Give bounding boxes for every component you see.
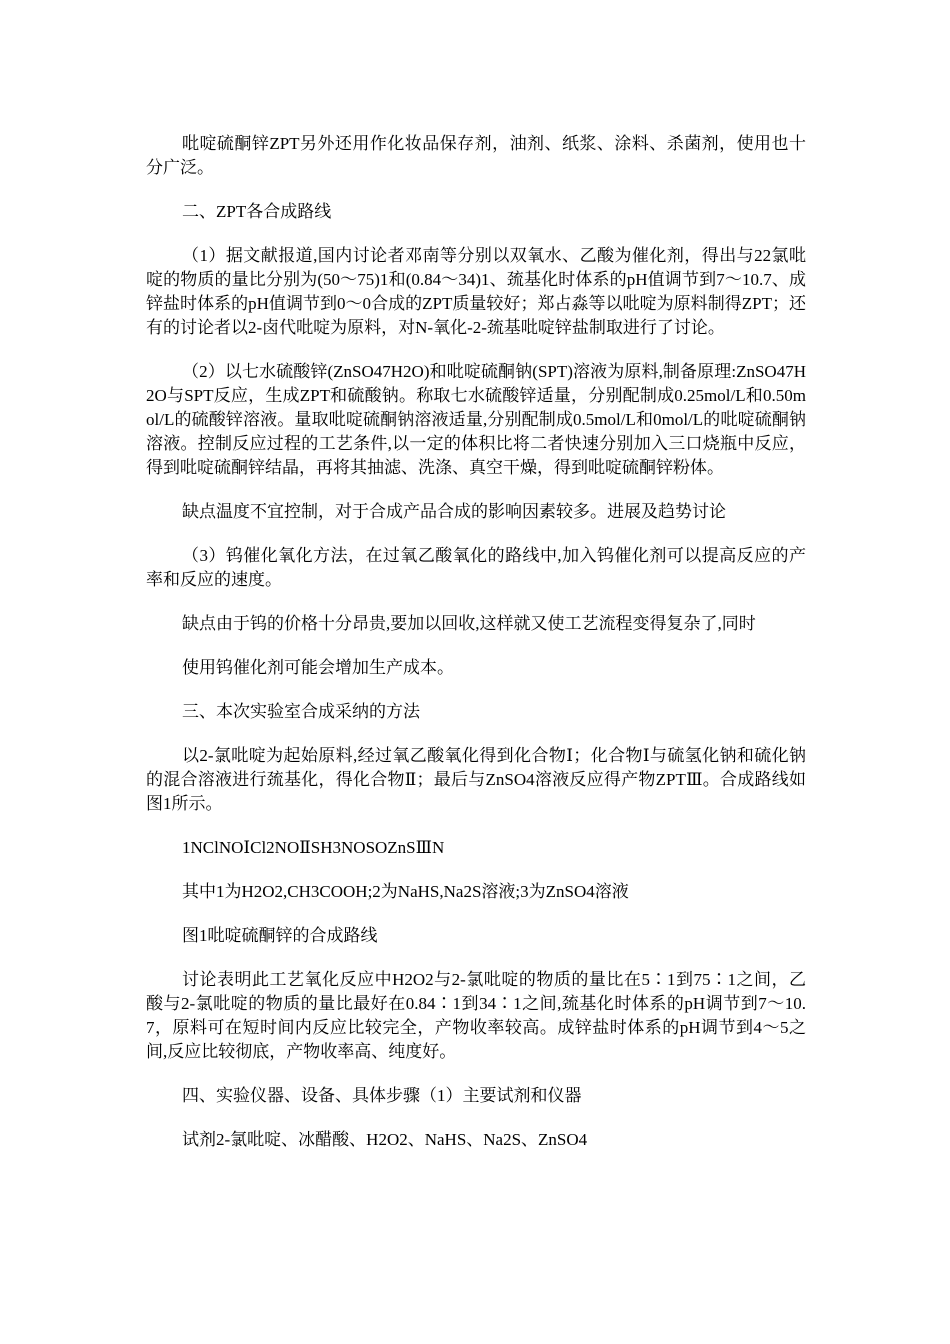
paragraph-route-2-drawback: 缺点温度不宜控制，对于合成产品合成的影响因素较多。进展及趋势讨论 [182,502,726,521]
paragraph-route-2: （2）以七水硫酸锌(ZnSO47H2O)和吡啶硫酮钠(SPT)溶液为原料,制备原理:ZnSO47H2O与SPT反应，生成ZPT和硫酸钠。称取七水硫酸锌适量，分别配制成0.25mol/L和0.50mol/L的硫酸锌溶液。量取吡啶硫酮钠溶液适量,分别配制成0.5mol/L和0mol/L的吡啶硫酮钠溶液。控制反应过程的工艺条件,以一定的体积比将二者快速分别加入三口烧瓶中反应，得到吡啶硫酮锌结晶，再将其抽滤、洗涤、真空干燥，得到吡啶硫酮锌粉体。 [146,362,806,477]
paragraph-discussion: 讨论表明此工艺氧化反应中H2O2与2-氯吡啶的物质的量比在5∶1到75∶1之间，乙酸与2-氯吡啶的物质的量比最好在0.84∶1到34∶1之间,巯基化时体系的pH调节到7～10.7，原料可在短时间内反应比较完全，产物收率较高。成锌盐时体系的pH调节到4～5之间,反应比较彻底，产物收率高、纯度好。 [146,970,806,1061]
synthesis-route-formula: 1NClNOⅠCl2NOⅡSH3NOSOZnSⅢN [182,838,445,857]
heading-lab-method: 三、本次实验室合成采纳的方法 [182,702,420,721]
paragraph-route-1: （1）据文献报道,国内讨论者邓南等分别以双氧水、乙酸为催化剂，得出与22氯吡啶的物质的量比分别为(50～75)1和(0.84～34)1、巯基化时体系的pH值调节到7～10.7、成锌盐时体系的pH值调节到0～0合成的ZPT质量较好；郑占淼等以吡啶为原料制得ZPT；还有的讨论者以2-卤代吡啶为原料，对N-氧化-2-巯基吡啶锌盐制取进行了讨论。 [146,246,806,337]
paragraph-zpt-uses: 吡啶硫酮锌ZPT另外还用作化妆品保存剂，油剂、纸浆、涂料、杀菌剂，使用也十分广泛。 [146,134,806,177]
document-body [146,132,806,1172]
heading-instruments: 四、实验仪器、设备、具体步骤（1）主要试剂和仪器 [182,1086,582,1105]
paragraph-lab-method: 以2-氯吡啶为起始原料,经过氧乙酸氧化得到化合物Ⅰ；化合物Ⅰ与硫氢化钠和硫化钠的混合溶液进行巯基化，得化合物Ⅱ；最后与ZnSO4溶液反应得产物ZPTⅢ。合成路线如图1所示。 [146,746,806,813]
paragraph-route-3-cost: 使用钨催化剂可能会增加生产成本。 [182,658,454,677]
paragraph-route-3: （3）钨催化氧化方法，在过氧乙酸氧化的路线中,加入钨催化剂可以提高反应的产率和反应的速度。 [146,546,806,589]
paragraph-reagents: 试剂2-氯吡啶、冰醋酸、H2O2、NaHS、Na2S、ZnSO4 [182,1130,588,1149]
heading-synthesis-routes: 二、ZPT各合成路线 [182,202,332,221]
synthesis-route-legend: 其中1为H2O2,CH3COOH;2为NaHS,Na2S溶液;3为ZnSO4溶液 [182,882,629,901]
paragraph-route-3-drawback: 缺点由于钨的价格十分昂贵,要加以回收,这样就又使工艺流程变得复杂了,同时 [182,614,756,633]
figure-caption: 图1吡啶硫酮锌的合成路线 [182,926,378,945]
